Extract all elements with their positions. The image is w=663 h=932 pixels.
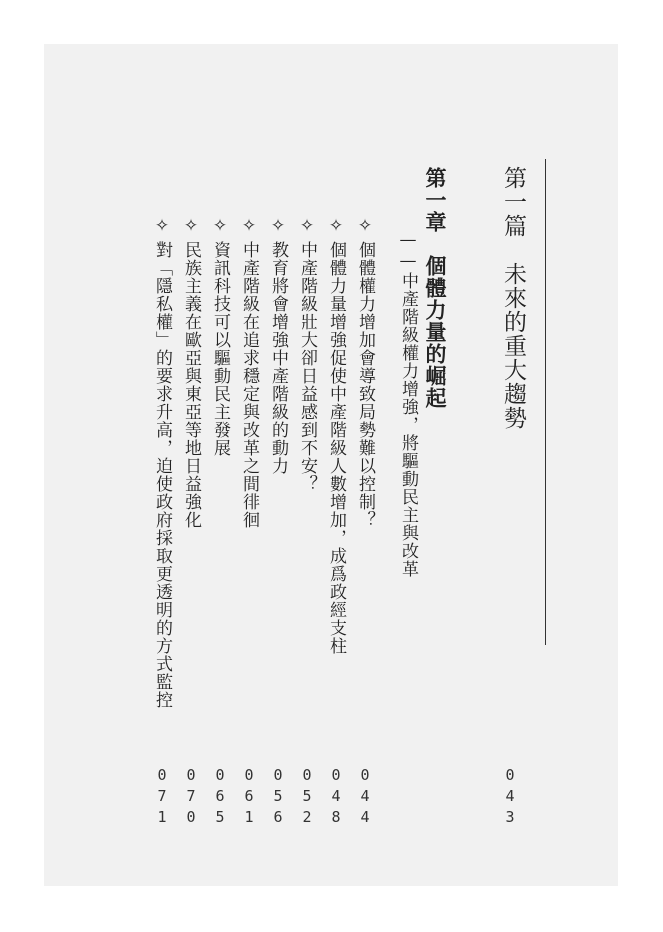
toc-entry-page: 070 <box>182 766 200 829</box>
part-page-number: 043 <box>501 766 519 829</box>
toc-entry-text: 中產階級在追求穩定與改革之間徘徊 <box>239 241 259 529</box>
toc-entry-text: 中產階級壯大卻日益感到不安？ <box>297 241 317 493</box>
toc-entry-page: 048 <box>327 766 345 829</box>
chapter-title: 第一章 個體力量的崛起 <box>423 167 447 409</box>
diamond-star-icon: ✧ <box>181 216 201 237</box>
diamond-star-icon: ✧ <box>239 216 259 237</box>
diamond-star-icon: ✧ <box>152 216 172 237</box>
toc-entry[interactable] <box>153 216 170 709</box>
diamond-star-icon: ✧ <box>355 216 375 237</box>
toc-entry-page: 044 <box>356 766 374 829</box>
part-divider-line <box>545 159 546 645</box>
toc-entry-text: 個體力量增強促使中產階級人數增加，成爲政經支柱 <box>326 241 346 655</box>
chapter-subtitle: ——中產階級權力增強，將驅動民主與改革 <box>398 230 418 578</box>
toc-entry[interactable] <box>298 216 315 493</box>
toc-entry[interactable] <box>327 216 344 655</box>
diamond-star-icon: ✧ <box>297 216 317 237</box>
toc-entry-page: 071 <box>153 766 171 829</box>
part-title: 第一篇 未來的重大趨勢 <box>500 166 526 430</box>
diamond-star-icon: ✧ <box>326 216 346 237</box>
book-page <box>44 44 618 886</box>
toc-entry-text: 資訊科技可以驅動民主發展 <box>210 241 230 457</box>
toc-entry-page: 052 <box>298 766 316 829</box>
diamond-star-icon: ✧ <box>210 216 230 237</box>
toc-entry-text: 教育將會增強中產階級的動力 <box>268 241 288 475</box>
toc-entry-text: 個體權力增加會導致局勢難以控制？ <box>355 241 375 529</box>
toc-entry-text: 對「隱私權」的要求升高，迫使政府採取更透明的方式監控 <box>152 241 172 709</box>
toc-entry[interactable] <box>240 216 257 529</box>
toc-entry[interactable] <box>182 216 199 529</box>
toc-entry-page: 065 <box>211 766 229 829</box>
toc-entry-text: 民族主義在歐亞與東亞等地日益強化 <box>181 241 201 529</box>
toc-entry-page: 056 <box>269 766 287 829</box>
toc-entry[interactable] <box>269 216 286 475</box>
toc-entry-page: 061 <box>240 766 258 829</box>
toc-entry[interactable] <box>356 216 373 529</box>
diamond-star-icon: ✧ <box>268 216 288 237</box>
toc-entry[interactable] <box>211 216 228 457</box>
